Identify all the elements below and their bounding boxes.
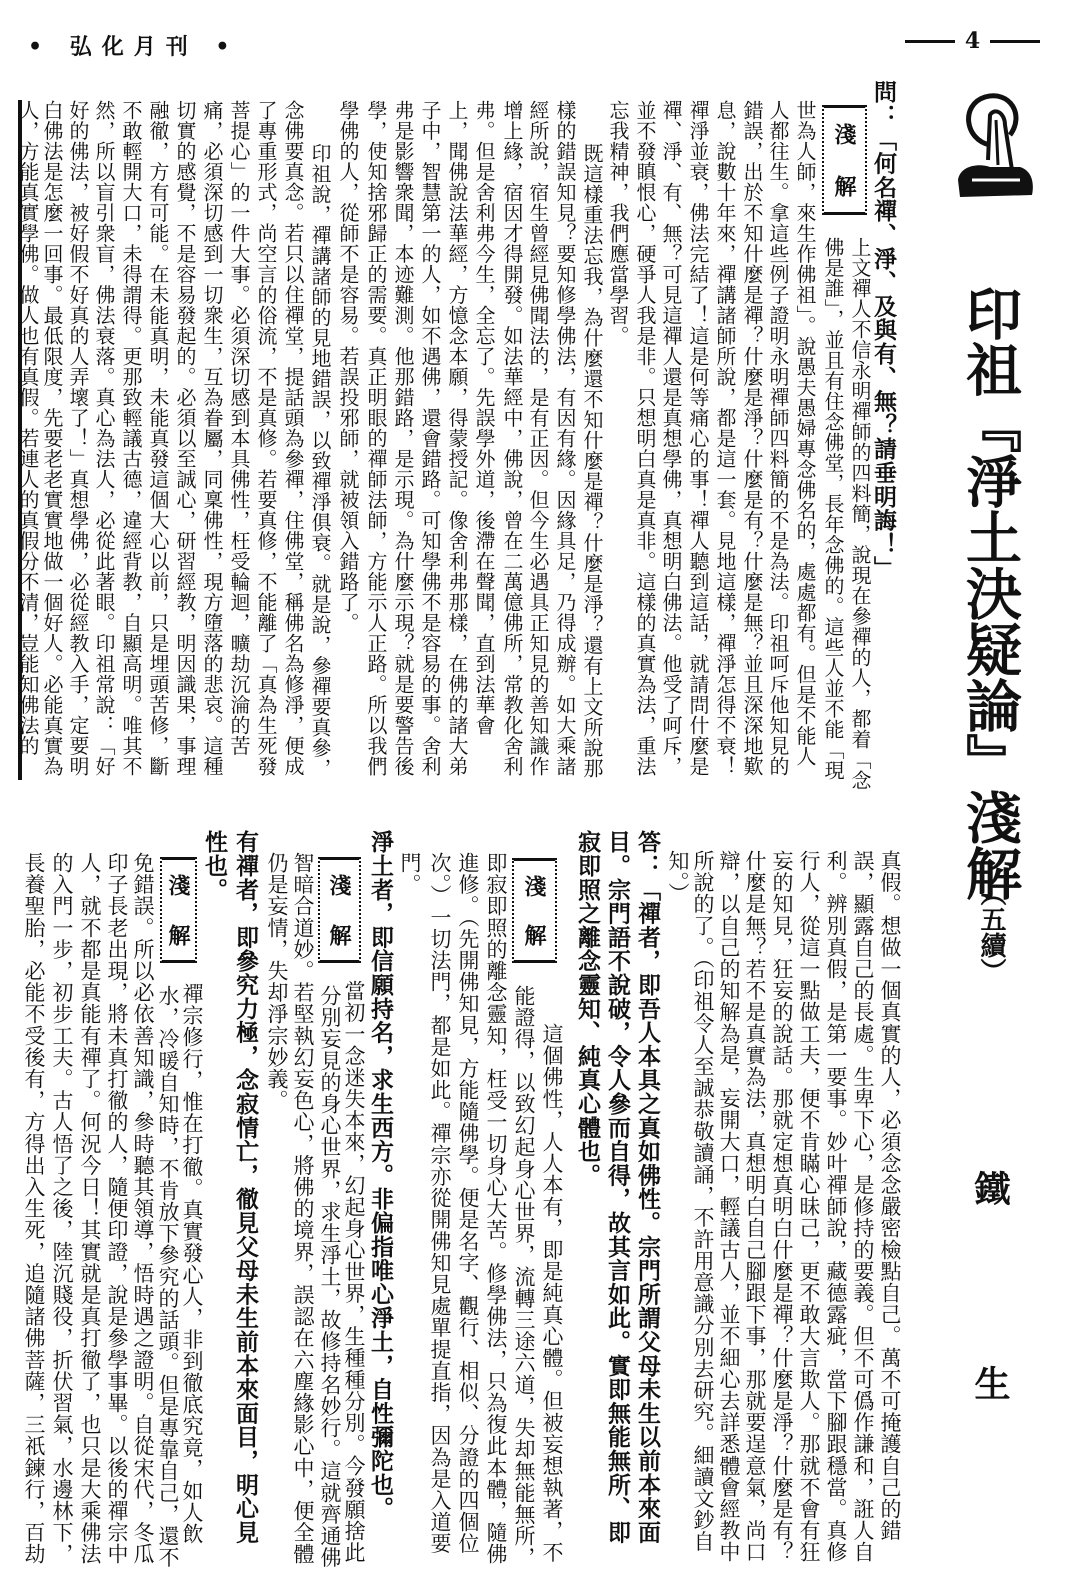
journal-header: • 弘化月刊 • <box>28 34 240 60</box>
text-column: 痛，必須深切感到一切衆生，互為眷屬，同稟佛性，現方墮落的悲哀。這種 <box>200 100 224 777</box>
text-column: 子中，智慧第一的人，如不遇佛，還會錯路。可知學佛不是容易的事。舍利 <box>418 100 442 777</box>
buddha-emblem-icon <box>950 85 1040 215</box>
question-answer-column: 答：「禪者，即吾人本具之真如佛性。宗門所謂父母未生以前本來面 <box>634 830 661 1544</box>
question-answer-column: 性也。 <box>201 830 228 902</box>
page-number-text: 4 <box>964 28 981 54</box>
article-title: 印祖『淨土決疑論』淺解 <box>957 285 1023 901</box>
text-column: 免錯誤。所以必依善知識，參時聽其領導，悟時遇之證明。自從宋代，冬瓜 <box>131 852 155 1565</box>
text-column: 什麼是無？若不是真實為法，真想明白自己腳跟下事，那就要逞意氣，尚口 <box>743 850 767 1563</box>
text-column: 既這樣重法忘我，為什麼還不知什麼是禪？什麼是淨？還有上文所說那 <box>580 143 604 779</box>
commentary-label-char: 解 <box>831 175 857 197</box>
author-name-1: 鐵 <box>969 1170 1011 1206</box>
text-column: 辯，以自己的知解為是，妄開大口，輕議古人，並不細心去詳悉體會經教中 <box>717 850 741 1563</box>
divider <box>990 40 1040 43</box>
text-column: 誤，顯露自己的長處。生卑下心，是修持的要義。但不可僞作謙和，誑人自 <box>851 850 875 1563</box>
text-column: 行人，從這一點做工夫，便不肯瞞心昧己，更不敢大言欺人。那就不會有狂 <box>797 850 821 1563</box>
text-column: 融徹，方有可能。在未能真明，未能真發這個大心以前，只是埋頭苦修，斷 <box>146 100 170 777</box>
text-column: 智暗合道妙。若堅執幻妄色心，將佛的境界，誤認在六塵緣影心中，便全體 <box>291 852 315 1565</box>
text-column: 長養聖胎，必能不受後有，方得出入生死，追隨諸佛菩薩，三祇鍊行，百劫 <box>22 852 46 1565</box>
text-column: 禪、淨、有、無？可見這禪人還是真想學佛，真想明白佛法。他受了呵斥， <box>659 100 683 777</box>
text-column: 次。）一切法門，都是如此。禪宗亦從開佛知見處單提直指，因為是入道要 <box>428 852 452 1555</box>
text-column: 好的佛法，被好假不好真的人弄壞了！」真想學佛，必從經教入手，定要明 <box>66 100 90 777</box>
text-column: 人，就不都是真能有禪了。何況今日！其實就是真打徹了，也只是大乘佛法 <box>78 852 102 1565</box>
commentary-label-char: 淺 <box>326 874 352 896</box>
question-answer-column: 有禪者，即參究力極，念寂情亡，徹見父母未生前本來面目，明心見 <box>232 830 259 1544</box>
text-column: 人，方能真實學佛。做人也有真假。若連人的真假分不清，豈能知佛法的 <box>16 100 40 756</box>
text-column: 錯誤，出於不知什麼是禪？什麼是淨？什麼是有？什麼是無？並且深深地歎 <box>740 100 764 777</box>
text-column: 弗是影響衆聞，本迹難測。他那錯路，是示現。為什麼示現？就是要警告後 <box>391 100 415 777</box>
text-column: 上，聞佛說法華經，方憶念本願，得蒙授記。像舍利弗那樣，在佛的諸大弟 <box>445 100 469 777</box>
question-answer-column: 問：「何名禪、淨、及與有、無？請垂明誨！」 <box>870 80 897 580</box>
text-column: 切實的感覺，不是容易發起的。必須以至誠心，研習經教，明因識果，事理 <box>173 100 197 777</box>
text-column: 的入門一步，初步工夫。古人悟了之後，陸沉賤役，折伏習氣，水邊林下， <box>50 852 74 1565</box>
divider <box>905 40 955 43</box>
commentary-label-box <box>822 105 867 215</box>
text-column: 並不發瞋恨心，硬爭人我是非。只想明白真是真非。這樣的真實為法，重法 <box>633 100 657 777</box>
author-name-2: 生 <box>969 1365 1011 1401</box>
text-column: 增上緣，宿因才得開發。如法華經中，佛說，曾在二萬億佛所，常教化舍利 <box>500 100 524 777</box>
commentary-label-char: 解 <box>165 924 191 946</box>
commentary-label-char: 解 <box>521 924 547 947</box>
commentary-label-char: 淺 <box>521 874 547 897</box>
text-column: 印子長老出現，將未真打徹的人，隨便印證，說是參學事畢。以後的禪宗中 <box>105 852 129 1565</box>
text-column: 門。 <box>398 852 422 896</box>
text-column: 利。辨別真假，是第一要事。妙叶禪師說，藏德露疵，當下腳跟穩當。真修 <box>824 850 848 1563</box>
text-column: 即寂即照的離念靈知，枉受一切身心大苦。修學佛法，只為復此本體，隨佛 <box>484 852 508 1565</box>
text-column: 當初一念迷失本來，幻起身心世界，生種種分別。今發願捨此 <box>342 980 366 1564</box>
commentary-label-char: 解 <box>326 924 352 946</box>
text-column: 不敢輕開大口，未得謂得。更那致輕議古德，違經背教，自顯高明。唯其不 <box>119 100 143 777</box>
text-column: 分別妄見的身心世界，求生淨土，故修持名妙行。這就齊通佛 <box>318 985 342 1569</box>
article-subtitle: （五續） <box>976 880 1006 984</box>
text-column: 菩提心」的一件大事。必須深切感到本具佛性，枉受輪迴，曠劫沉淪的苦 <box>227 100 251 756</box>
text-column: 能證得，以致幻起身心世界，流轉三途六道，失却無能無所， <box>512 985 536 1569</box>
text-column: 水，冷暖自知時，不肯放下參究的話頭。但是專靠自己，還不 <box>156 985 180 1569</box>
text-column: 禪淨並衰，佛法完結了！這是何等痛心的事！禪人聽到這話，就請問什麼是 <box>686 100 710 777</box>
text-column: 真假。想做一個真實的人，必須念念嚴密檢點自己。萬不可掩護自己的錯 <box>878 850 902 1542</box>
text-column: 上文禪人不信永明禪師的四料簡，說現在參禪的人，都着「念 <box>848 237 872 791</box>
commentary-label-box <box>318 857 361 963</box>
page-number <box>905 28 1040 54</box>
text-column: 息，說數十年來，禪講諸師所說，都是這一套。見地這樣，禪淨怎得不衰！ <box>713 100 737 777</box>
text-column: 佛是誰」，並且有住念佛堂，長年念佛的。這些人並不能「現 <box>821 237 845 781</box>
text-column: 禪宗修行，惟在打徹。真實發心人，非到徹底究竟，如人飲 <box>180 983 204 1545</box>
question-answer-column: 淨土者，即信願持名，求生西方。非偏指唯心淨土，自性彌陀也。 <box>367 830 394 1521</box>
text-column: 仍是妄情，失却淨宗妙義。 <box>265 852 289 1112</box>
text-column: 樣的錯誤知見？要知修學佛法，有因有緣。因緣具足，乃得成辦。如大乘諸 <box>553 100 577 777</box>
text-column: 了專重形式，尚空言的俗流，不是真修。若要真修，不能離了「真為生死發 <box>254 100 278 777</box>
text-column: 弗。但是舍利弗今生，全忘了。先誤學外道，後滯在聲聞，直到法華會 <box>472 100 496 736</box>
text-column: 印祖說，禪講諸師的見地錯誤，以致禪淨俱衰。就是說，參禪要真參， <box>308 143 332 779</box>
text-column: 世為人師，來生作佛祖」。說愚夫愚婦專念佛名的，處處都有。但是不能人 <box>793 100 817 767</box>
text-column: 妄的知見，狂妄的說話。那就定想真明白什麼是禪？什麼是淨？什麼是有？ <box>770 850 794 1563</box>
text-column: 然，所以盲引衆盲，佛法衰落。真心為法人，必從此著眼。印祖常說：「好 <box>92 100 116 777</box>
text-column: 知。） <box>666 850 690 905</box>
commentary-label-char: 淺 <box>165 874 191 896</box>
text-column: 經所說，宿生曾經見佛聞法的，是有正因。但今生必遇具正知見的善知識作 <box>526 100 550 777</box>
text-column: 學佛的人，從師不是容易。若誤投邪師，就被領入錯路了。 <box>336 100 360 633</box>
question-answer-column: 寂即照之離念靈知、純真心體也。 <box>574 830 601 1187</box>
text-column: 所說的了。（印祖令人至誠恭敬讀誦，不許用意識分別去研究。細讀文鈔自 <box>691 850 715 1553</box>
text-column: 人都往生。拿這些例子證明永明禪師四料簡的不是為法。印祖呵斥他知見的 <box>766 100 790 777</box>
commentary-label-char: 淺 <box>831 123 857 145</box>
text-column: 白佛法是怎麼一回事。最低限度，先要老老實實地做一個好人。必能真實為 <box>40 100 64 777</box>
question-answer-column: 目。宗門語不說破，令人參而自得，故其言如此。實即無能無所、即 <box>604 830 631 1544</box>
text-column: 念佛要真念。若只以住禪堂，提話頭為參禪，住佛堂，稱佛名為修淨，便成 <box>281 100 305 777</box>
text-column: 學，使知捨邪歸正的需要。真正明眼的禪師法師，方能示人正路。所以我們 <box>364 100 388 777</box>
text-column: 忘我精神，我們應當學習。 <box>606 100 630 346</box>
text-column: 進修。（先開佛知見，方能隨佛學。便是名字、觀行、相似、分證的四個位 <box>456 852 480 1555</box>
text-column: 這個佛性，人人本有，即是純真心體。但被妄想執著，不 <box>540 1023 564 1563</box>
commentary-label-box <box>160 857 197 963</box>
commentary-label-box <box>512 858 557 963</box>
